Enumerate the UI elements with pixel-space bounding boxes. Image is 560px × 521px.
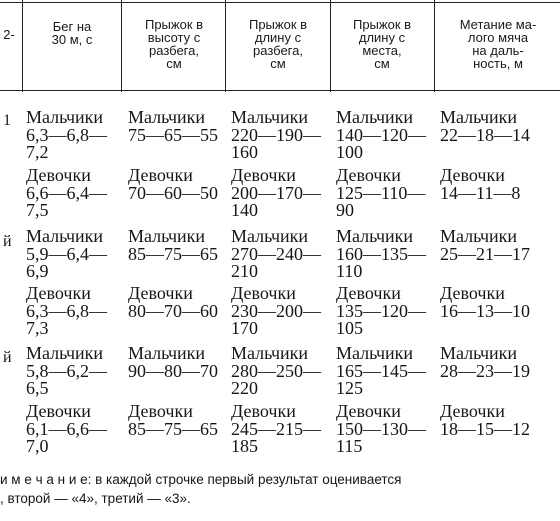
table-cell: Девочки 14—11—8 bbox=[440, 165, 521, 203]
table-cell: Девочки 200—170— 140 bbox=[231, 165, 321, 221]
header-long-jump-standing: Прыжок в длину с места, см bbox=[352, 17, 412, 71]
row-marker: й bbox=[3, 233, 12, 250]
column-divider bbox=[22, 0, 23, 92]
header-col-0: 2- bbox=[3, 27, 15, 42]
column-divider bbox=[121, 0, 122, 92]
table-cell: Мальчики 75—65—55 bbox=[128, 107, 218, 145]
row-marker: 1 bbox=[3, 112, 11, 129]
table-cell: Мальчики 5,8—6,2— 6,5 bbox=[26, 343, 107, 399]
table-cell: Мальчики 165—145— 125 bbox=[336, 343, 426, 399]
table-cell: Девочки 6,6—6,4— 7,5 bbox=[26, 165, 107, 221]
table-cell: Мальчики 90—80—70 bbox=[128, 343, 218, 381]
footnote bbox=[0, 470, 560, 508]
column-divider bbox=[225, 0, 226, 92]
row-marker: й bbox=[3, 349, 12, 366]
table-cell: Мальчики 85—75—65 bbox=[128, 226, 218, 264]
column-divider bbox=[330, 0, 331, 92]
table-cell: Девочки 6,3—6,8— 7,3 bbox=[26, 283, 107, 339]
table-cell: Девочки 6,1—6,6— 7,0 bbox=[26, 401, 107, 457]
table-cell: Мальчики 160—135— 110 bbox=[336, 226, 426, 282]
table-cell: Девочки 135—120— 105 bbox=[336, 283, 426, 339]
footnote-line: , второй — «4», третий — «3». bbox=[0, 491, 191, 506]
footnote-line: и м е ч а н и е: в каждой строчке первый результат оценивается bbox=[0, 472, 402, 487]
table-cell: Девочки 80—70—60 bbox=[128, 283, 218, 321]
table-cell: Девочки 16—13—10 bbox=[440, 283, 530, 321]
table-cell: Мальчики 28—23—19 bbox=[440, 343, 530, 381]
table-cell: Девочки 85—75—65 bbox=[128, 401, 218, 439]
header-top-rule bbox=[0, 2, 560, 3]
table-cell: Мальчики 22—18—14 bbox=[440, 107, 530, 145]
table-cell: Мальчики 5,9—6,4— 6,9 bbox=[26, 226, 107, 282]
header-high-jump: Прыжок в высоту с разбега, см bbox=[144, 17, 204, 71]
table-cell: Мальчики 6,3—6,8— 7,2 bbox=[26, 107, 107, 163]
table-cell: Девочки 125—110— 90 bbox=[336, 165, 426, 221]
table-cell: Мальчики 140—120— 100 bbox=[336, 107, 426, 163]
table-cell: Девочки 230—200— 170 bbox=[231, 283, 321, 339]
table-cell: Девочки 18—15—12 bbox=[440, 401, 530, 439]
table-cell: Мальчики 280—250— 220 bbox=[231, 343, 321, 399]
table-cell: Мальчики 270—240— 210 bbox=[231, 226, 321, 282]
header-run-30m: Бег на 30 м, с bbox=[51, 19, 93, 47]
table-cell: Девочки 70—60—50 bbox=[128, 165, 218, 203]
column-divider bbox=[434, 0, 435, 92]
header-long-jump-run: Прыжок в длину с разбега, см bbox=[248, 17, 308, 71]
header-ball-throw: Метание ма- лого мяча на даль- ность, м bbox=[459, 17, 537, 71]
table-cell: Мальчики 25—21—17 bbox=[440, 226, 530, 264]
table-cell: Мальчики 220—190— 160 bbox=[231, 107, 321, 163]
table-header bbox=[0, 0, 560, 92]
table-cell: Девочки 150—130— 115 bbox=[336, 401, 426, 457]
table-cell: Девочки 245—215— 185 bbox=[231, 401, 321, 457]
